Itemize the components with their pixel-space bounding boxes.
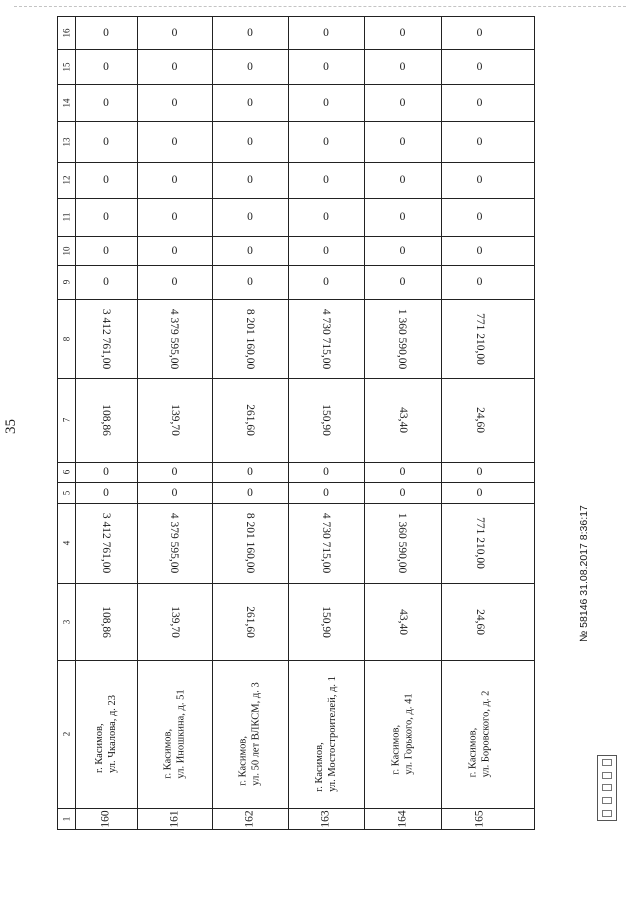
row-number [364,808,441,829]
column-header-text: 11 [61,212,72,222]
address-cell [288,660,364,808]
table-cell-col-6 [441,462,518,482]
address-line-street: ул. 50 лет ВЛКСМ, д. 3 [251,682,263,786]
table-cell-col-9 [441,265,518,299]
table-cell-col-10 [441,236,518,265]
column-header-text: 16 [61,28,72,38]
table-cell-col-13-text: 0 [476,135,483,148]
table-cell-col-13 [75,121,137,162]
table-cell-col-8 [212,299,288,378]
table-cell-col-9 [137,265,212,299]
table-cell-col-15-text: 0 [171,60,178,73]
table-cell-col-10-text: 0 [247,244,253,257]
table-cell-col-9-text: 0 [103,276,109,288]
table-cell-col-6 [364,462,441,482]
address-cell [364,660,441,808]
column-header [58,299,75,378]
table-cell-col-10-text: 0 [476,244,483,257]
table-cell-col-9-text: 0 [247,276,253,288]
table-cell-col-5-text: 0 [323,486,329,499]
table-cell-col-3-text: 261,60 [244,605,256,638]
table-cell-col-5-text: 0 [247,486,253,499]
table-cell-col-13 [212,121,288,162]
address-cell [75,660,137,808]
table-cell-col-15 [288,49,364,84]
table-cell-col-3 [364,583,441,660]
table-cell-col-5-text: 0 [171,486,178,499]
table-cell-col-8 [441,299,518,378]
table-cell-col-4-text: 771 210,00 [473,517,486,569]
table-cell-col-14-text: 0 [399,96,406,109]
table-cell-col-6-text: 0 [103,466,109,478]
column-header [58,583,75,660]
table-cell-col-15-text: 0 [476,60,483,73]
table-cell-col-7-text: 261,60 [244,404,256,436]
table-cell-col-4-text: 4 379 595,00 [168,512,181,574]
row-number-text: 163 [320,809,332,828]
table-cell-col-4 [288,503,364,583]
address-line-street: ул. Боровского, д. 2 [480,690,492,778]
table-cell-col-10-text: 0 [103,244,109,257]
table-cell-col-9-text: 0 [476,276,483,288]
table-cell-col-7-text: 24,60 [473,407,486,433]
column-header [58,482,75,503]
table-cell-col-11 [364,198,441,236]
column-header [58,503,75,583]
table-cell-col-12-text: 0 [171,174,178,186]
table-cell-col-9 [75,265,137,299]
table-cell-col-9-text: 0 [323,276,329,288]
column-header-text: 2 [61,731,72,737]
address-cell [137,660,212,808]
table-cell-col-15-text: 0 [323,60,329,73]
table-cell-col-16 [137,17,212,49]
table-cell-col-15 [137,49,212,84]
address-line-city: г. Касимов, [390,724,402,775]
column-header-text: 15 [61,62,72,71]
column-header-text: 4 [61,540,72,546]
table-cell-col-4-text: 8 201 160,00 [244,512,256,574]
table-cell-col-16 [364,17,441,49]
table-cell-col-13-text: 0 [323,135,329,148]
table-cell-col-5-text: 0 [476,486,483,499]
table-cell-col-13 [364,121,441,162]
address-line-street: ул. Мостостроителей, д. 1 [327,676,338,792]
table-cell-col-14 [75,84,137,121]
top-rule [14,6,626,7]
table-cell-col-11 [212,198,288,236]
table-cell-col-12 [364,162,441,198]
table-cell-col-7 [75,378,137,462]
table-cell-col-15 [212,49,288,84]
table-cell-col-11 [75,198,137,236]
table-cell-col-3-text: 108,86 [100,605,112,638]
stamp-icon [597,755,617,821]
address-line-street: ул. Чкалова, д. 23 [107,694,119,774]
table-cell-col-11-text: 0 [103,211,109,223]
column-header-text: 13 [61,137,72,146]
column-header [58,462,75,482]
table-cell-col-7-text: 150,90 [320,404,332,436]
table-cell-col-13-text: 0 [171,135,178,148]
table-cell-col-14-text: 0 [171,96,178,109]
table-cell-col-8 [75,299,137,378]
table-cell-col-4-text: 4 730 715,00 [320,512,332,574]
table-cell-col-10 [212,236,288,265]
column-header-text: 1 [61,816,72,821]
table-cell-col-10 [364,236,441,265]
row-number [441,808,518,829]
table-cell-col-5 [75,482,137,503]
row-number-text: 165 [473,809,486,828]
table-cell-col-8-text: 771 210,00 [473,312,486,365]
column-header [58,17,75,49]
table-cell-col-16-text: 0 [323,27,329,39]
table-cell-col-5 [288,482,364,503]
column-header [58,378,75,462]
table-cell-col-16 [75,17,137,49]
table-cell-col-12-text: 0 [247,174,253,186]
table-cell-col-16-text: 0 [103,27,109,39]
column-header [58,121,75,162]
table-cell-col-10 [137,236,212,265]
table-cell-col-11 [137,198,212,236]
table-cell-col-8 [137,299,212,378]
table-cell-col-7 [364,378,441,462]
column-header-text: 3 [61,619,72,624]
table-cell-col-15-text: 0 [247,60,253,73]
table-cell-col-5 [364,482,441,503]
table-cell-col-8-text: 1 360 590,00 [396,308,409,369]
table-cell-col-3 [75,583,137,660]
column-header-text: 9 [61,279,72,285]
table-cell-col-5-text: 0 [103,486,109,499]
table-cell-col-7 [212,378,288,462]
table-cell-col-6 [212,462,288,482]
table-cell-col-6 [75,462,137,482]
table-cell-col-10-text: 0 [171,244,178,257]
row-number [75,808,137,829]
table-cell-col-3 [137,583,212,660]
table-cell-col-3-text: 24,60 [473,608,486,635]
address-cell [441,660,518,808]
table-cell-col-14 [212,84,288,121]
table-cell-col-13-text: 0 [399,135,406,148]
table-cell-col-14-text: 0 [247,96,253,109]
row-number [288,808,364,829]
column-header-text: 14 [61,98,72,107]
table-cell-col-5-text: 0 [399,486,406,499]
table-cell-col-4 [137,503,212,583]
table-cell-col-9 [364,265,441,299]
table-cell-col-8-text: 3 412 761,00 [100,308,112,369]
table-cell-col-8-text: 4 379 595,00 [168,308,181,369]
column-header [58,49,75,84]
table-cell-col-14 [364,84,441,121]
table-cell-col-15 [364,49,441,84]
table-cell-col-16-text: 0 [476,27,483,39]
table-cell-col-11-text: 0 [171,211,178,223]
table-cell-col-15-text: 0 [399,60,406,73]
table-cell-col-13-text: 0 [103,135,109,148]
table-cell-col-10-text: 0 [323,244,329,257]
table-cell-col-13 [441,121,518,162]
table-cell-col-7 [137,378,212,462]
table-cell-col-12-text: 0 [323,174,329,186]
page-number: 35 [3,419,19,434]
table-cell-col-7-text: 43,40 [396,407,409,433]
table-cell-col-14 [137,84,212,121]
table-cell-col-6 [288,462,364,482]
row-number-text: 162 [244,809,256,828]
table-cell-col-13-text: 0 [247,135,253,148]
table-cell-col-3 [288,583,364,660]
table-cell-col-6-text: 0 [476,466,483,478]
table-cell-col-8-text: 4 730 715,00 [320,308,332,369]
table-cell-col-5 [137,482,212,503]
column-header-text: 8 [61,336,72,341]
table-cell-col-12 [75,162,137,198]
table-cell-col-4-text: 1 360 590,00 [396,512,409,574]
table-cell-col-11 [441,198,518,236]
table-cell-col-10-text: 0 [399,244,406,257]
table-cell-col-16-text: 0 [399,27,406,39]
table-cell-col-15-text: 0 [103,60,109,73]
table-cell-col-10 [288,236,364,265]
table-cell-col-8 [288,299,364,378]
table-cell-col-5 [212,482,288,503]
table-cell-col-6-text: 0 [399,466,406,478]
table-cell-col-7-text: 108,86 [100,404,112,436]
column-header [58,265,75,299]
column-header [58,162,75,198]
table-cell-col-7 [288,378,364,462]
row-number-text: 161 [168,809,181,828]
table-cell-col-6-text: 0 [247,466,253,478]
table-cell-col-13 [288,121,364,162]
table-cell-col-14-text: 0 [323,96,329,109]
column-header [58,198,75,236]
address-line-city: г. Касимов, [467,727,479,778]
table-cell-col-16 [288,17,364,49]
table-cell-col-9 [212,265,288,299]
table-cell-col-12 [288,162,364,198]
column-header [58,808,75,829]
column-header-text: 7 [61,417,72,423]
table-cell-col-11 [288,198,364,236]
table-cell-col-7-text: 139,70 [168,404,181,436]
address-line-street: ул. Горького, д. 41 [403,693,415,775]
table-cell-col-12-text: 0 [399,174,406,186]
table-cell-col-3-text: 150,90 [320,605,332,638]
column-header-text: 6 [61,469,72,475]
table-cell-col-14 [441,84,518,121]
table-cell-col-16 [441,17,518,49]
table-cell-col-11-text: 0 [476,211,483,223]
table-cell-col-9-text: 0 [399,276,406,288]
table-cell-col-4 [364,503,441,583]
table-cell-col-9 [288,265,364,299]
column-header-text: 5 [61,490,72,495]
table-cell-col-8 [364,299,441,378]
table-cell-col-11-text: 0 [323,211,329,223]
table-cell-col-11-text: 0 [399,211,406,223]
address-line-street: ул. Иношкина, д. 51 [175,689,187,779]
table-cell-col-16-text: 0 [247,27,253,39]
table-cell-col-12-text: 0 [103,174,109,186]
table-cell-col-12-text: 0 [476,174,483,186]
address-line-city: г. Касимов, [238,736,250,786]
row-number [212,808,288,829]
table-cell-col-4 [441,503,518,583]
table-cell-col-8-text: 8 201 160,00 [244,308,256,369]
table-cell-col-6 [137,462,212,482]
table-cell-col-6-text: 0 [171,466,178,478]
table-cell-col-16 [212,17,288,49]
row-number-text: 160 [100,809,112,828]
table-cell-col-11-text: 0 [247,211,253,223]
address-line-city: г. Касимов, [94,723,106,774]
table-cell-col-5 [441,482,518,503]
table-cell-col-4 [212,503,288,583]
column-header-text: 12 [61,175,72,185]
address-cell [212,660,288,808]
table-cell-col-10 [75,236,137,265]
table-cell-col-15 [75,49,137,84]
table-cell-col-3-text: 139,70 [168,605,181,638]
column-header [58,236,75,265]
table-cell-col-15 [441,49,518,84]
table-cell-col-9-text: 0 [171,276,178,288]
document-stamp-number: № 58146 31.08.2017 8:36:17 [578,505,590,642]
table-cell-col-14 [288,84,364,121]
column-header-text: 10 [61,246,72,255]
column-header [58,660,75,808]
address-line-city: г. Касимов, [162,728,174,779]
table-cell-col-12 [441,162,518,198]
column-header [58,84,75,121]
row-number-text: 164 [396,809,409,828]
table-cell-col-4 [75,503,137,583]
table-cell-col-12 [212,162,288,198]
table-cell-col-12 [137,162,212,198]
data-table [57,16,535,830]
row-number [137,808,212,829]
table-cell-col-3 [441,583,518,660]
table-cell-col-13 [137,121,212,162]
address-line-city: г. Касимов, [314,742,325,792]
table-cell-col-14-text: 0 [103,96,109,109]
table-cell-col-16-text: 0 [171,27,178,39]
table-cell-col-6-text: 0 [323,466,329,478]
table-cell-col-7 [441,378,518,462]
table-cell-col-14-text: 0 [476,96,483,109]
table-cell-col-3 [212,583,288,660]
table-cell-col-3-text: 43,40 [396,608,409,635]
table-cell-col-4-text: 3 412 761,00 [100,512,112,574]
